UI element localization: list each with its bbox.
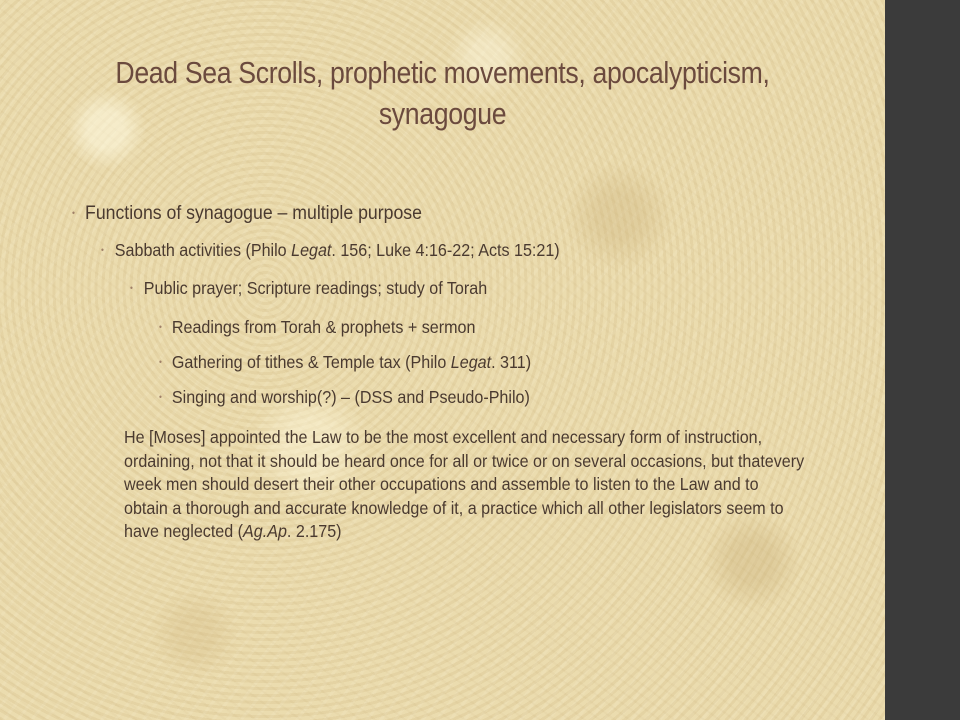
- bullet-text: Sabbath activities (Philo Legat. 156; Luke 4:16-22; Acts 15:21): [114, 240, 560, 260]
- bullet-text: Functions of synagogue – multiple purpose: [85, 203, 422, 224]
- bullet-item: [159, 387, 530, 408]
- bullet-icon: •: [159, 392, 162, 402]
- bullet-icon: •: [72, 208, 75, 218]
- bullet-item: [159, 317, 475, 338]
- side-bar: [885, 0, 960, 720]
- bullet-item: [101, 240, 560, 261]
- bullet-text: Singing and worship(?) – (DSS and Pseudo-Philo): [171, 387, 530, 407]
- bullet-item: [72, 203, 422, 225]
- bullet-icon: •: [159, 322, 162, 332]
- bullet-icon: •: [101, 245, 104, 255]
- bullet-icon: •: [130, 283, 133, 293]
- bullet-text: Public prayer; Scripture readings; study of Torah: [143, 278, 488, 298]
- quote-paragraph: He [Moses] appointed the Law to be the most excellent and necessary form of instruction, ordaining, not that it should be heard once for all or twice or on several occasions, but thatevery week men should desert their other occupations and assemble to listen to the Law and to obtain a thorough and accurate knowledge of it, a practice which all other legislators seem to have neglected (Ag.Ap. 2.175): [124, 427, 805, 541]
- bullet-text: Gathering of tithes & Temple tax (Philo Legat. 311): [171, 352, 532, 372]
- slide-title: Dead Sea Scrolls, prophetic movements, apocalypticism, synagogue: [115, 55, 770, 131]
- bullet-item: [159, 352, 531, 373]
- bullet-item: [130, 278, 487, 299]
- bullet-text: Readings from Torah & prophets + sermon: [171, 317, 476, 337]
- bullet-icon: •: [159, 357, 162, 367]
